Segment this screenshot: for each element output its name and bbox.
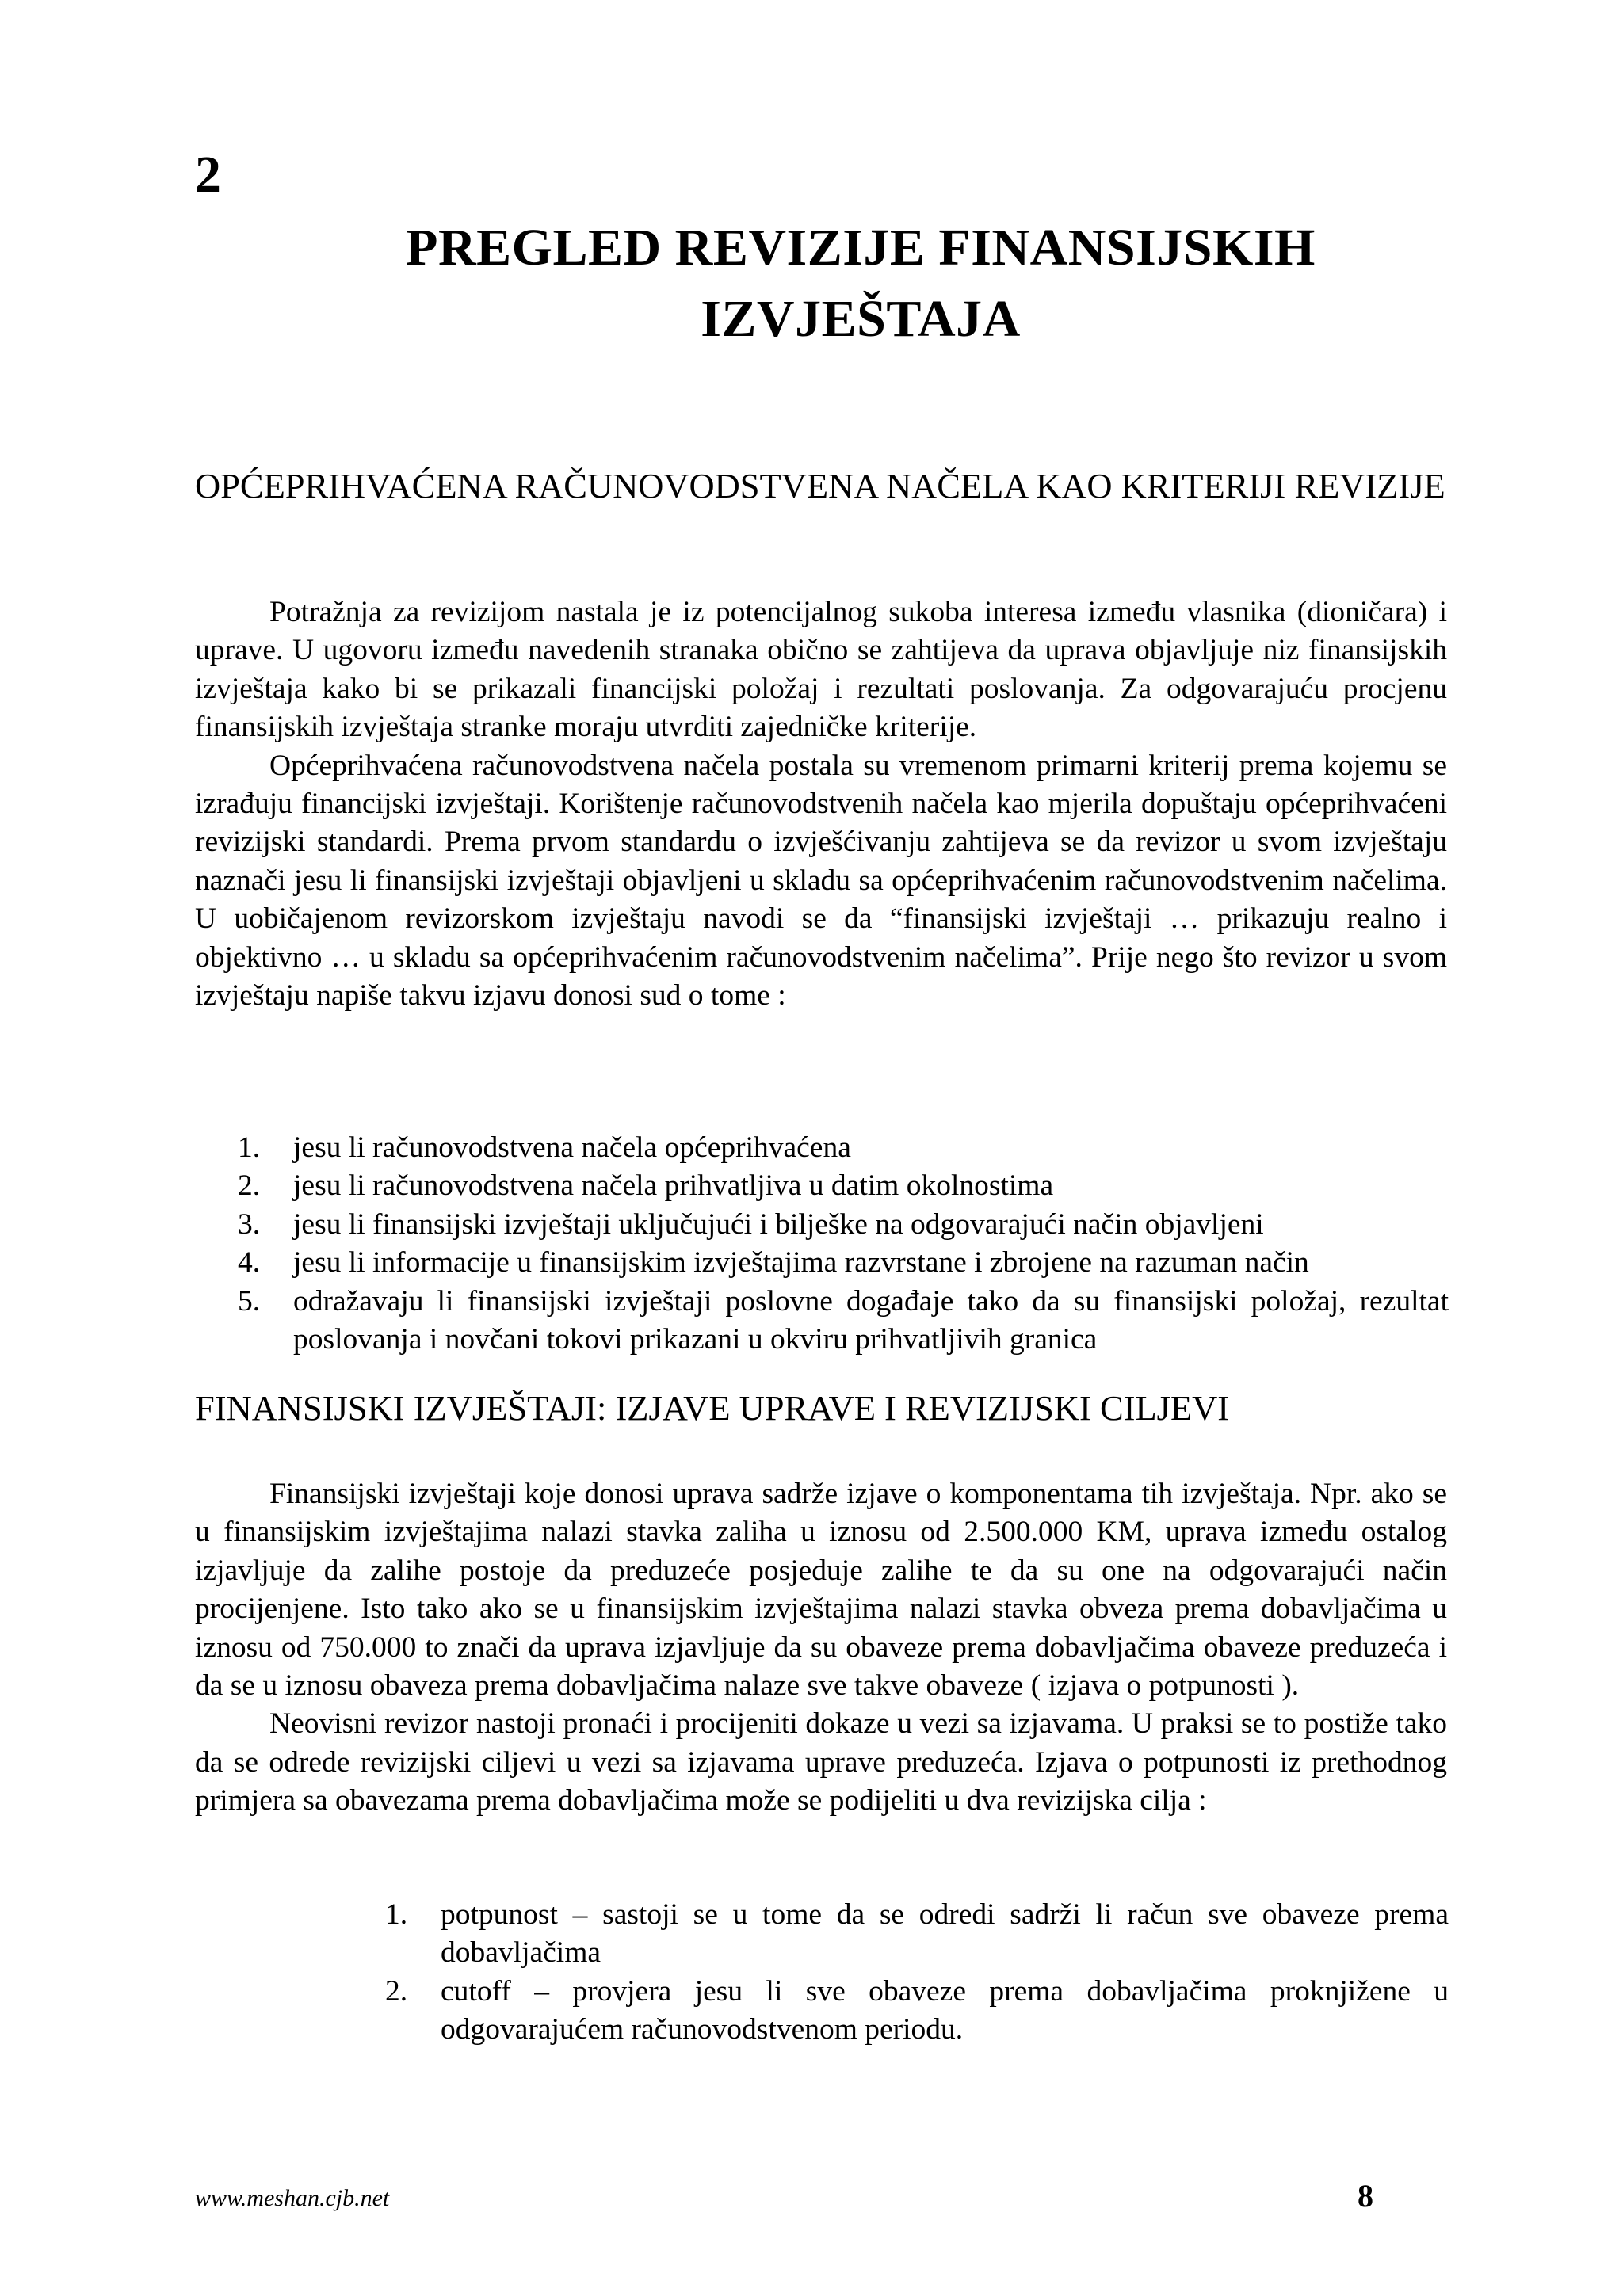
list-item-number: 4. bbox=[238, 1246, 261, 1280]
list-item-number: 2. bbox=[385, 1974, 408, 2008]
numbered-list bbox=[385, 1896, 1449, 2050]
section-body bbox=[195, 1475, 1447, 1821]
list-item-number: 3. bbox=[238, 1207, 261, 1241]
list-item-number: 1. bbox=[238, 1131, 261, 1164]
paragraph: Općeprihvaćena računovodstvena načela postala su vremenom primarni kriterij prema kojemu se izrađuju financijski izvještaji. Korištenje računovodstvenih načela kao mjerila dopuštaju općeprihvaćeni revizijski standardi. Prema prvom standardu o izvješćivanju zahtijeva se da revizor u svom izvještaju naznači jesu li finansijski izvještaji objavljeni u skladu sa općeprihvaćenim računovodstvenim načelima. U uobičajenom revizorskom izvještaju navodi se da “finansijski izvještaji … prikazuju realno i objektivno … u skladu sa općeprihvaćenim računovodstvenim načelima”. Prije nego što revizor u svom izvještaju napiše takvu izjavu donosi sud o tome : bbox=[195, 749, 1447, 1013]
list-item bbox=[238, 1283, 1449, 1360]
list-item-text: cutoff – provjera jesu li sve obaveze prema dobavljačima proknjižene u odgovarajućem računovodstvenom periodu. bbox=[441, 1974, 1449, 2046]
chapter-title bbox=[195, 212, 1526, 355]
chapter-title-line: IZVJEŠTAJA bbox=[701, 290, 1021, 348]
list-item-text: odražavaju li finansijski izvještaji poslovne događaje tako da su finansijski položaj, rezultat poslovanja i novčani tokovi prikazani u okviru prihvatljivih granica bbox=[293, 1284, 1449, 1356]
list-item-number: 1. bbox=[385, 1898, 408, 1931]
list-item bbox=[238, 1244, 1449, 1282]
section-body bbox=[195, 593, 1447, 1015]
list-item-text: jesu li finansijski izvještaji uključujući i bilješke na odgovarajući način objavljeni bbox=[293, 1207, 1264, 1241]
list-item-text: potpunost – sastoji se u tome da se odredi sadrži li račun sve obaveze prema dobavljačima bbox=[441, 1898, 1449, 1970]
list-item bbox=[238, 1206, 1449, 1244]
paragraph: Neovisni revizor nastoji pronaći i procijeniti dokaze u vezi sa izjavama. U praksi se to postiže tako da se odrede revizijski ciljevi u vezi sa izjavama uprave preduzeća. Izjava o potpunosti iz prethodnog primjera sa obavezama prema dobavljačima može se podijeliti u dva revizijska cilja : bbox=[195, 1707, 1447, 1817]
chapter-title-line: PREGLED REVIZIJE FINANSIJSKIH bbox=[406, 219, 1316, 277]
list-item bbox=[385, 1973, 1449, 2050]
section-heading: FINANSIJSKI IZVJEŠTAJI: IZJAVE UPRAVE I REVIZIJSKI CILJEVI bbox=[195, 1388, 1230, 1428]
footer-url: www.meshan.cjb.net bbox=[195, 2185, 390, 2211]
list-item-text: jesu li informacije u finansijskim izvještajima razvrstane i zbrojene na razuman način bbox=[293, 1246, 1309, 1280]
numbered-list bbox=[238, 1129, 1449, 1359]
page-number: 8 bbox=[1358, 2178, 1373, 2214]
list-item-text: jesu li računovodstvena načela općeprihvaćena bbox=[293, 1131, 851, 1164]
section-heading: OPĆEPRIHVAĆENA RAČUNOVODSTVENA NAČELA KAO KRITERIJI REVIZIJE bbox=[195, 466, 1445, 505]
list-item-text: jesu li računovodstvena načela prihvatljiva u datim okolnostima bbox=[293, 1169, 1054, 1203]
paragraph: Finansijski izvještaji koje donosi uprava sadrže izjave o komponentama tih izvještaja. Npr. ako se u finansijskim izvještajima nalazi stavka zaliha u iznosu od 2.500.000 KM, uprava između ostalog izjavljuje da zalihe postoje da preduzeće posjeduje zalihe te da su one na odgovarajući način procijenjene. Isto tako ako se u finansijskim izvještajima nalazi stavka obveza prema dobavljačima u iznosu od 750.000 to znači da uprava izjavljuje da su obaveze prema dobavljačima obaveze preduzeća i da se u iznosu obaveza prema dobavljačima nalaze sve takve obaveze ( izjava o potpunosti ). bbox=[195, 1478, 1447, 1703]
list-item-number: 2. bbox=[238, 1169, 261, 1203]
chapter-number: 2 bbox=[195, 146, 221, 204]
list-item bbox=[385, 1896, 1449, 1973]
paragraph: Potražnja za revizijom nastala je iz potencijalnog sukoba interesa između vlasnika (dioničara) i uprave. U ugovoru između navedenih stranaka obično se zahtijeva da uprava objavljuje niz finansijskih izvještaja kako bi se prikazali financijski položaj i rezultati poslovanja. Za odgovarajuću procjenu finansijskih izvještaja stranke moraju utvrditi zajedničke kriterije. bbox=[195, 596, 1447, 744]
list-item bbox=[238, 1129, 1449, 1167]
list-item bbox=[238, 1167, 1449, 1205]
list-item-number: 5. bbox=[238, 1284, 261, 1318]
